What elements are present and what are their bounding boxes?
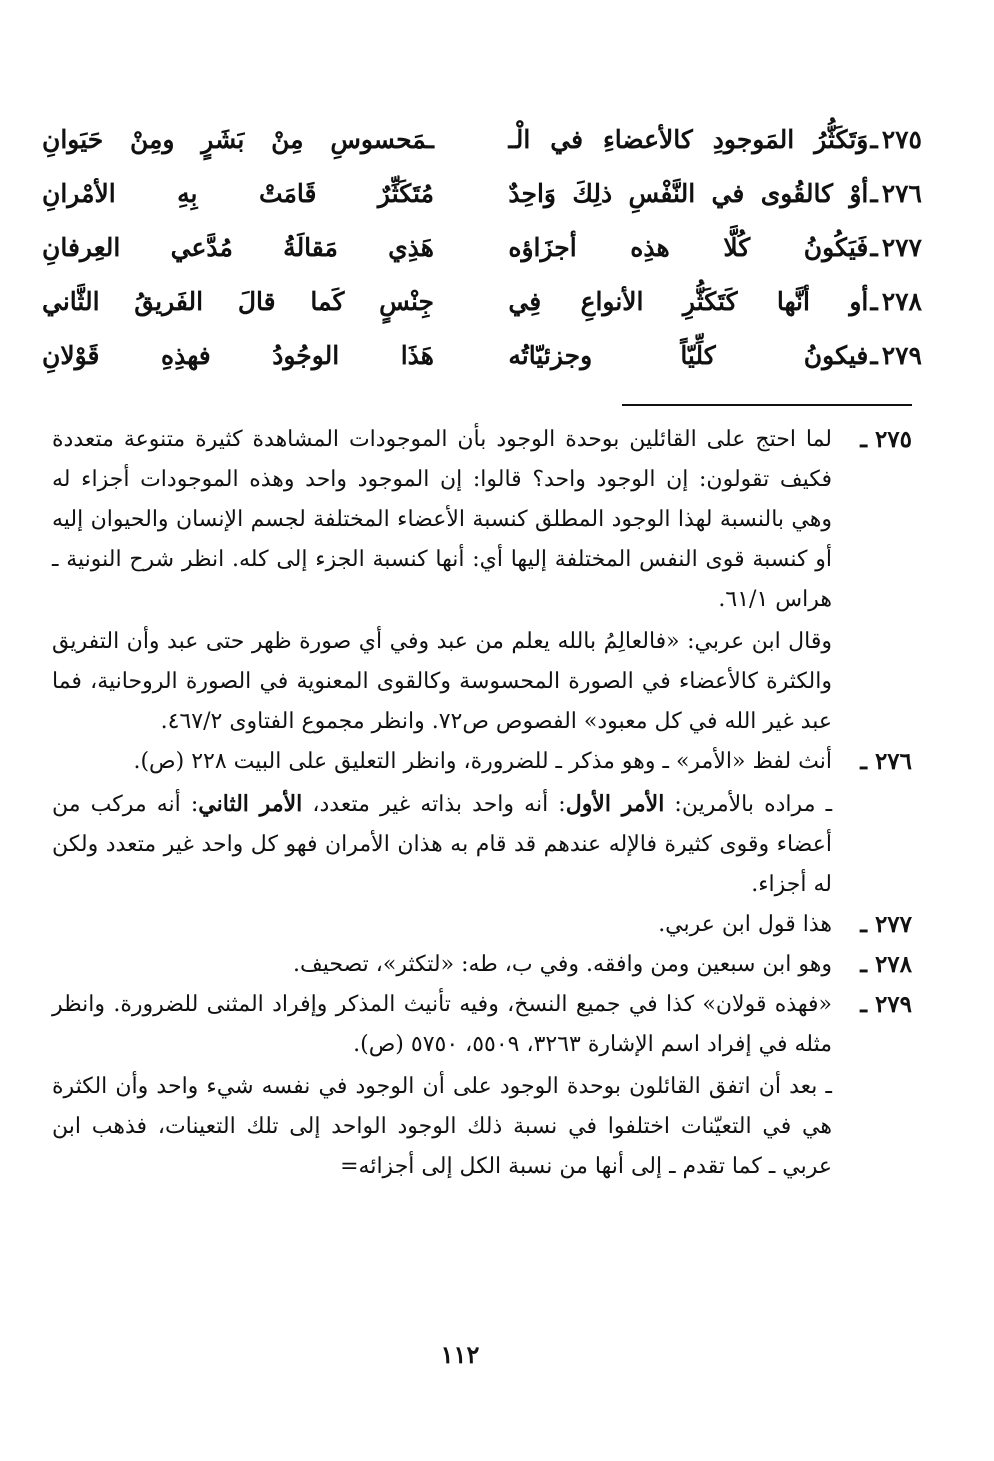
footnote-separator	[622, 404, 912, 406]
footnote-277: ٢٧٧ ـ هذا قول ابن عربي.	[52, 905, 912, 945]
verse-number: ٢٧٥	[881, 124, 922, 154]
footnote-number: ٢٧٩	[874, 991, 912, 1018]
verse-second-hemistich: جِنْسٍ كَما قالَ الفَريقُ الثَّاني	[42, 286, 434, 316]
footnote-279: ٢٧٩ ـ «فهذه قولان» كذا في جميع النسخ، وفيه تأنيث المذكر وإفراد المثنى للضرورة. وانظر مثله في إفراد اسم الإشارة ٣٢٦٣، ٥٥٠٩، ٥٧٥٠ (ص). ـ بعد أن اتفق القائلون بوحدة الوجود على أن الوجود في نفسه شيء واحد وأن الكثرة هي في التعيّنات اختلفوا في نسبة ذلك الوجود الواحد إلى تلك التعينات، فذهب ابن عربي ـ كما تقدم ـ إلى أنها من نسبة الكل إلى أجزائه=	[52, 985, 912, 1187]
footnote-text: هذا قول ابن عربي.	[658, 912, 832, 937]
footnote-paragraph: ـ مراده بالأمرين: الأمر الأول: أنه واحد بذاته غير متعدد، الأمر الثاني: أنه مركب من أعضاء وقوى كثيرة فالإله عندهم قد قام به هذان الأمران فهو كل واحد غير متعدد ولكن له أجزاء.	[52, 791, 833, 897]
verse-second-hemistich: هَذِي مَقالَةُ مُدَّعي العِرفانِ	[42, 232, 434, 262]
page-number: ١١٢	[440, 1340, 480, 1369]
verse-number: ٢٧٧	[881, 232, 922, 262]
footnote-paragraph: ـ بعد أن اتفق القائلون بوحدة الوجود على أن الوجود في نفسه شيء واحد وأن الكثرة هي في التعيّنات اختلفوا في نسبة ذلك الوجود الواحد إلى تلك التعينات، فذهب ابن عربي ـ كما تقدم ـ إلى أنها من نسبة الكل إلى أجزائه=	[52, 1074, 832, 1179]
footnote-278: ٢٧٨ ـ وهو ابن سبعين ومن وافقه. وفي ب، طه: «لتكثر»، تصحيف.	[52, 945, 912, 985]
footnotes	[52, 420, 912, 1187]
verse-number: ٢٧٨	[881, 286, 922, 316]
verse-278: ٢٧٨ ـ أو أنَّها كَتَكَثُّرِ الأنواعِ فِي جِنْسٍ كَما قالَ الفَريقُ الثَّاني	[42, 286, 922, 316]
verse-second-hemistich: ـمَحسوسِ مِنْ بَشَرٍ ومِنْ حَيَوانِ	[42, 124, 434, 154]
footnote-paragraph: وقال ابن عربي: «فالعالِمُ بالله يعلم من عبد وفي أي صورة ظهر حتى عبد وأن التفريق والكثرة كالأعضاء في الصورة المحسوسة وكالقوى المعنوية في الصورة الروحانية، فما عبد غير الله في كل معبود» الفصوص ص٧٢. وانظر مجموع الفتاوى ٤٦٧/٢.	[52, 629, 832, 734]
verse-279: ٢٧٩ ـ فيكونُ كلِّيّاً وجزئيّاتُه هَذَا الوجُودُ فهذِهِ قَوْلانِ	[42, 340, 922, 370]
term-second-matter: الأمر الثاني	[198, 791, 303, 817]
verse-number: ٢٧٦	[881, 178, 922, 208]
footnote-number: ٢٧٨	[874, 951, 912, 978]
verse-first-hemistich: أوْ كالقُوى في النَّفْسِ ذلِكَ وَاحِدٌ	[508, 178, 869, 208]
footnote-text: لما احتج على القائلين بوحدة الوجود بأن الموجودات المشاهدة كثيرة متنوعة متعددة فكيف تقولون: إن الوجود واحد؟ قالوا: إن الموجود واحد وهذه الموجودات أجزاء له وهي بالنسبة لهذا الوجود المطلق كنسبة الأعضاء المختلفة لجسم الإنسان والحيوان إليه أو كنسبة قوى النفس المختلفة إليها أي: أنها كنسبة الجزء إلى كله. انظر شرح النونية ـ هراس ٦١/١.	[52, 427, 832, 612]
verse-275: ٢٧٥ ـ وَتَكَثُّرُ المَوجودِ كالأعضاءِ في الْـ ـمَحسوسِ مِنْ بَشَرٍ ومِنْ حَيَوانِ	[42, 124, 922, 154]
footnote-number: ٢٧٦	[874, 748, 912, 775]
footnote-276: ٢٧٦ ـ أنث لفظ «الأمر» ـ وهو مذكر ـ للضرورة، وانظر التعليق على البيت ٢٢٨ (ص). ـ مراده بالأمرين: الأمر الأول: أنه واحد بذاته غير متعدد، الأمر الثاني: أنه مركب من أعضاء وقوى كثيرة فالإله عندهم قد قام به هذان الأمران فهو كل واحد غير متعدد ولكن له أجزاء.	[52, 742, 912, 905]
verse-number: ٢٧٩	[881, 340, 922, 370]
poem-verses	[42, 112, 922, 382]
footnote-text: أنث لفظ «الأمر» ـ وهو مذكر ـ للضرورة، وانظر التعليق على البيت ٢٢٨ (ص).	[133, 749, 832, 774]
verse-first-hemistich: وَتَكَثُّرُ المَوجودِ كالأعضاءِ في الْـ	[508, 124, 869, 154]
footnote-275: ٢٧٥ ـ لما احتج على القائلين بوحدة الوجود بأن الموجودات المشاهدة كثيرة متنوعة متعددة فكيف تقولون: إن الوجود واحد؟ قالوا: إن الموجود واحد وهذه الموجودات أجزاء له وهي بالنسبة لهذا الوجود المطلق كنسبة الأعضاء المختلفة لجسم الإنسان والحيوان إليه أو كنسبة قوى النفس المختلفة إليها أي: أنها كنسبة الجزء إلى كله. انظر شرح النونية ـ هراس ٦١/١. وقال ابن عربي: «فالعالِمُ بالله يعلم من عبد وفي أي صورة ظهر حتى عبد وأن التفريق والكثرة كالأعضاء في الصورة المحسوسة وكالقوى المعنوية في الصورة الروحانية، فما عبد غير الله في كل معبود» الفصوص ص٧٢. وانظر مجموع الفتاوى ٤٦٧/٢.	[52, 420, 912, 742]
verse-277: ٢٧٧ ـ فَيَكُونُ كُلَّا هذِه أجزَاؤه هَذِي مَقالَةُ مُدَّعي العِرفانِ	[42, 232, 922, 262]
footnote-number: ٢٧٧	[874, 911, 912, 938]
verse-first-hemistich: أو أنَّها كَتَكَثُّرِ الأنواعِ فِي	[508, 286, 869, 316]
verse-first-hemistich: فَيَكُونُ كُلَّا هذِه أجزَاؤه	[508, 232, 869, 262]
verse-first-hemistich: فيكونُ كلِّيّاً وجزئيّاتُه	[508, 340, 869, 370]
verse-276: ٢٧٦ ـ أوْ كالقُوى في النَّفْسِ ذلِكَ وَاحِدٌ مُتَكَثِّرٌ قَامَتْ بِهِ الأمْرانِ	[42, 178, 922, 208]
verse-second-hemistich: هَذَا الوجُودُ فهذِهِ قَوْلانِ	[42, 340, 434, 370]
footnote-number: ٢٧٥	[874, 426, 912, 453]
verse-second-hemistich: مُتَكَثِّرٌ قَامَتْ بِهِ الأمْرانِ	[42, 178, 434, 208]
footnote-text: «فهذه قولان» كذا في جميع النسخ، وفيه تأنيث المذكر وإفراد المثنى للضرورة. وانظر مثله في إفراد اسم الإشارة ٣٢٦٣، ٥٥٠٩، ٥٧٥٠ (ص).	[52, 992, 832, 1057]
footnote-text: وهو ابن سبعين ومن وافقه. وفي ب، طه: «لتكثر»، تصحيف.	[292, 952, 832, 977]
term-first-matter: الأمر الأول	[565, 791, 665, 817]
